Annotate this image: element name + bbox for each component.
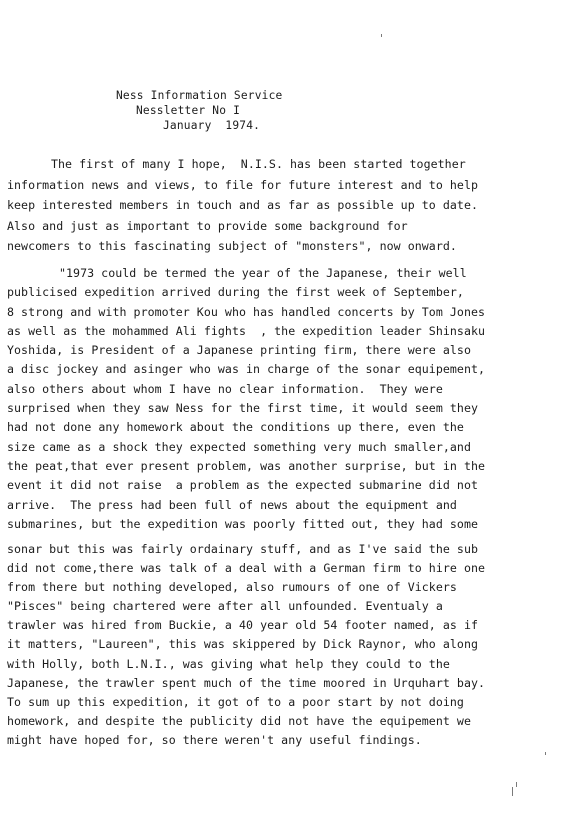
paragraph-continuation — [7, 540, 582, 750]
text-line: newcomers to this fascinating subject of "monsters", now onward. — [7, 239, 457, 253]
letter-heading — [0, 88, 587, 133]
text-line: homework, and despite the publicity did not have the equipement we — [7, 713, 471, 728]
text-line: keep interested members in touch and as far as possible up to date. — [7, 198, 479, 212]
text-line: arrive. The press had been full of news about the equipment and — [7, 497, 457, 512]
text-line: a disc jockey and asinger who was in charge of the sonar equipement, — [7, 362, 486, 377]
scan-speck — [512, 787, 513, 796]
text-line: with Holly, both L.N.I., was giving what help they could to the — [7, 656, 450, 671]
text-line: the peat,that ever present problem, was another surprise, but in the — [7, 458, 486, 473]
text-line: also others about whom I have no clear information. They were — [7, 381, 443, 396]
text-line: The first of many I hope, N.I.S. has been started together — [51, 157, 466, 171]
paragraph-expedition — [7, 264, 582, 534]
text-line: event it did not raise a problem as the expected submarine did not — [7, 478, 479, 493]
text-line: did not come,there was talk of a deal with a German firm to hire one — [7, 561, 486, 576]
text-line: Yoshida, is President of a Japanese printing firm, there were also — [7, 343, 471, 358]
text-line: surprised when they saw Ness for the first time, it would seem they — [7, 401, 479, 416]
scan-speck — [516, 782, 517, 787]
text-line: had not done any homework about the conditions up there, even the — [7, 420, 464, 435]
text-line: information news and views, to file for future interest and to help — [7, 177, 479, 192]
heading-title: Ness Information Service — [116, 89, 283, 102]
heading-date: January 1974. — [163, 119, 261, 132]
text-line: from there but nothing developed, also rumours of one of Vickers — [7, 580, 457, 595]
paragraph-intro — [7, 154, 582, 257]
scan-speck — [381, 34, 382, 37]
text-line: as well as the mohammed Ali fights , the expedition leader Shinsaku — [7, 323, 486, 338]
text-line: size came as a shock they expected something very much smaller,and — [7, 439, 471, 454]
text-line: "1973 could be termed the year of the Japanese, their well — [59, 266, 467, 280]
heading-issue: Nessletter No I — [136, 104, 241, 117]
text-line: Japanese, the trawler spent much of the time moored in Urquhart bay. — [7, 675, 486, 690]
text-line: submarines, but the expedition was poorly fitted out, they had some — [7, 516, 479, 531]
text-line: trawler was hired from Buckie, a 40 year old 54 footer named, as if — [7, 618, 479, 633]
text-line: Also and just as important to provide some background for — [7, 218, 408, 233]
text-line: To sum up this expedition, it got of to a poor start by not doing — [7, 694, 464, 709]
text-line: publicised expedition arrived during the first week of September, — [7, 285, 464, 300]
text-line: might have hoped for, so there weren't any useful findings. — [7, 732, 422, 747]
scan-speck — [545, 752, 546, 755]
text-line: it matters, "Laureen", this was skippered by Dick Raynor, who along — [7, 637, 479, 652]
text-line: sonar but this was fairly ordainary stuff, and as I've said the sub — [7, 542, 479, 556]
text-line: 8 strong and with promoter Kou who has handled concerts by Tom Jones — [7, 304, 486, 319]
text-line: "Pisces" being chartered were after all unfounded. Eventualy a — [7, 599, 443, 614]
